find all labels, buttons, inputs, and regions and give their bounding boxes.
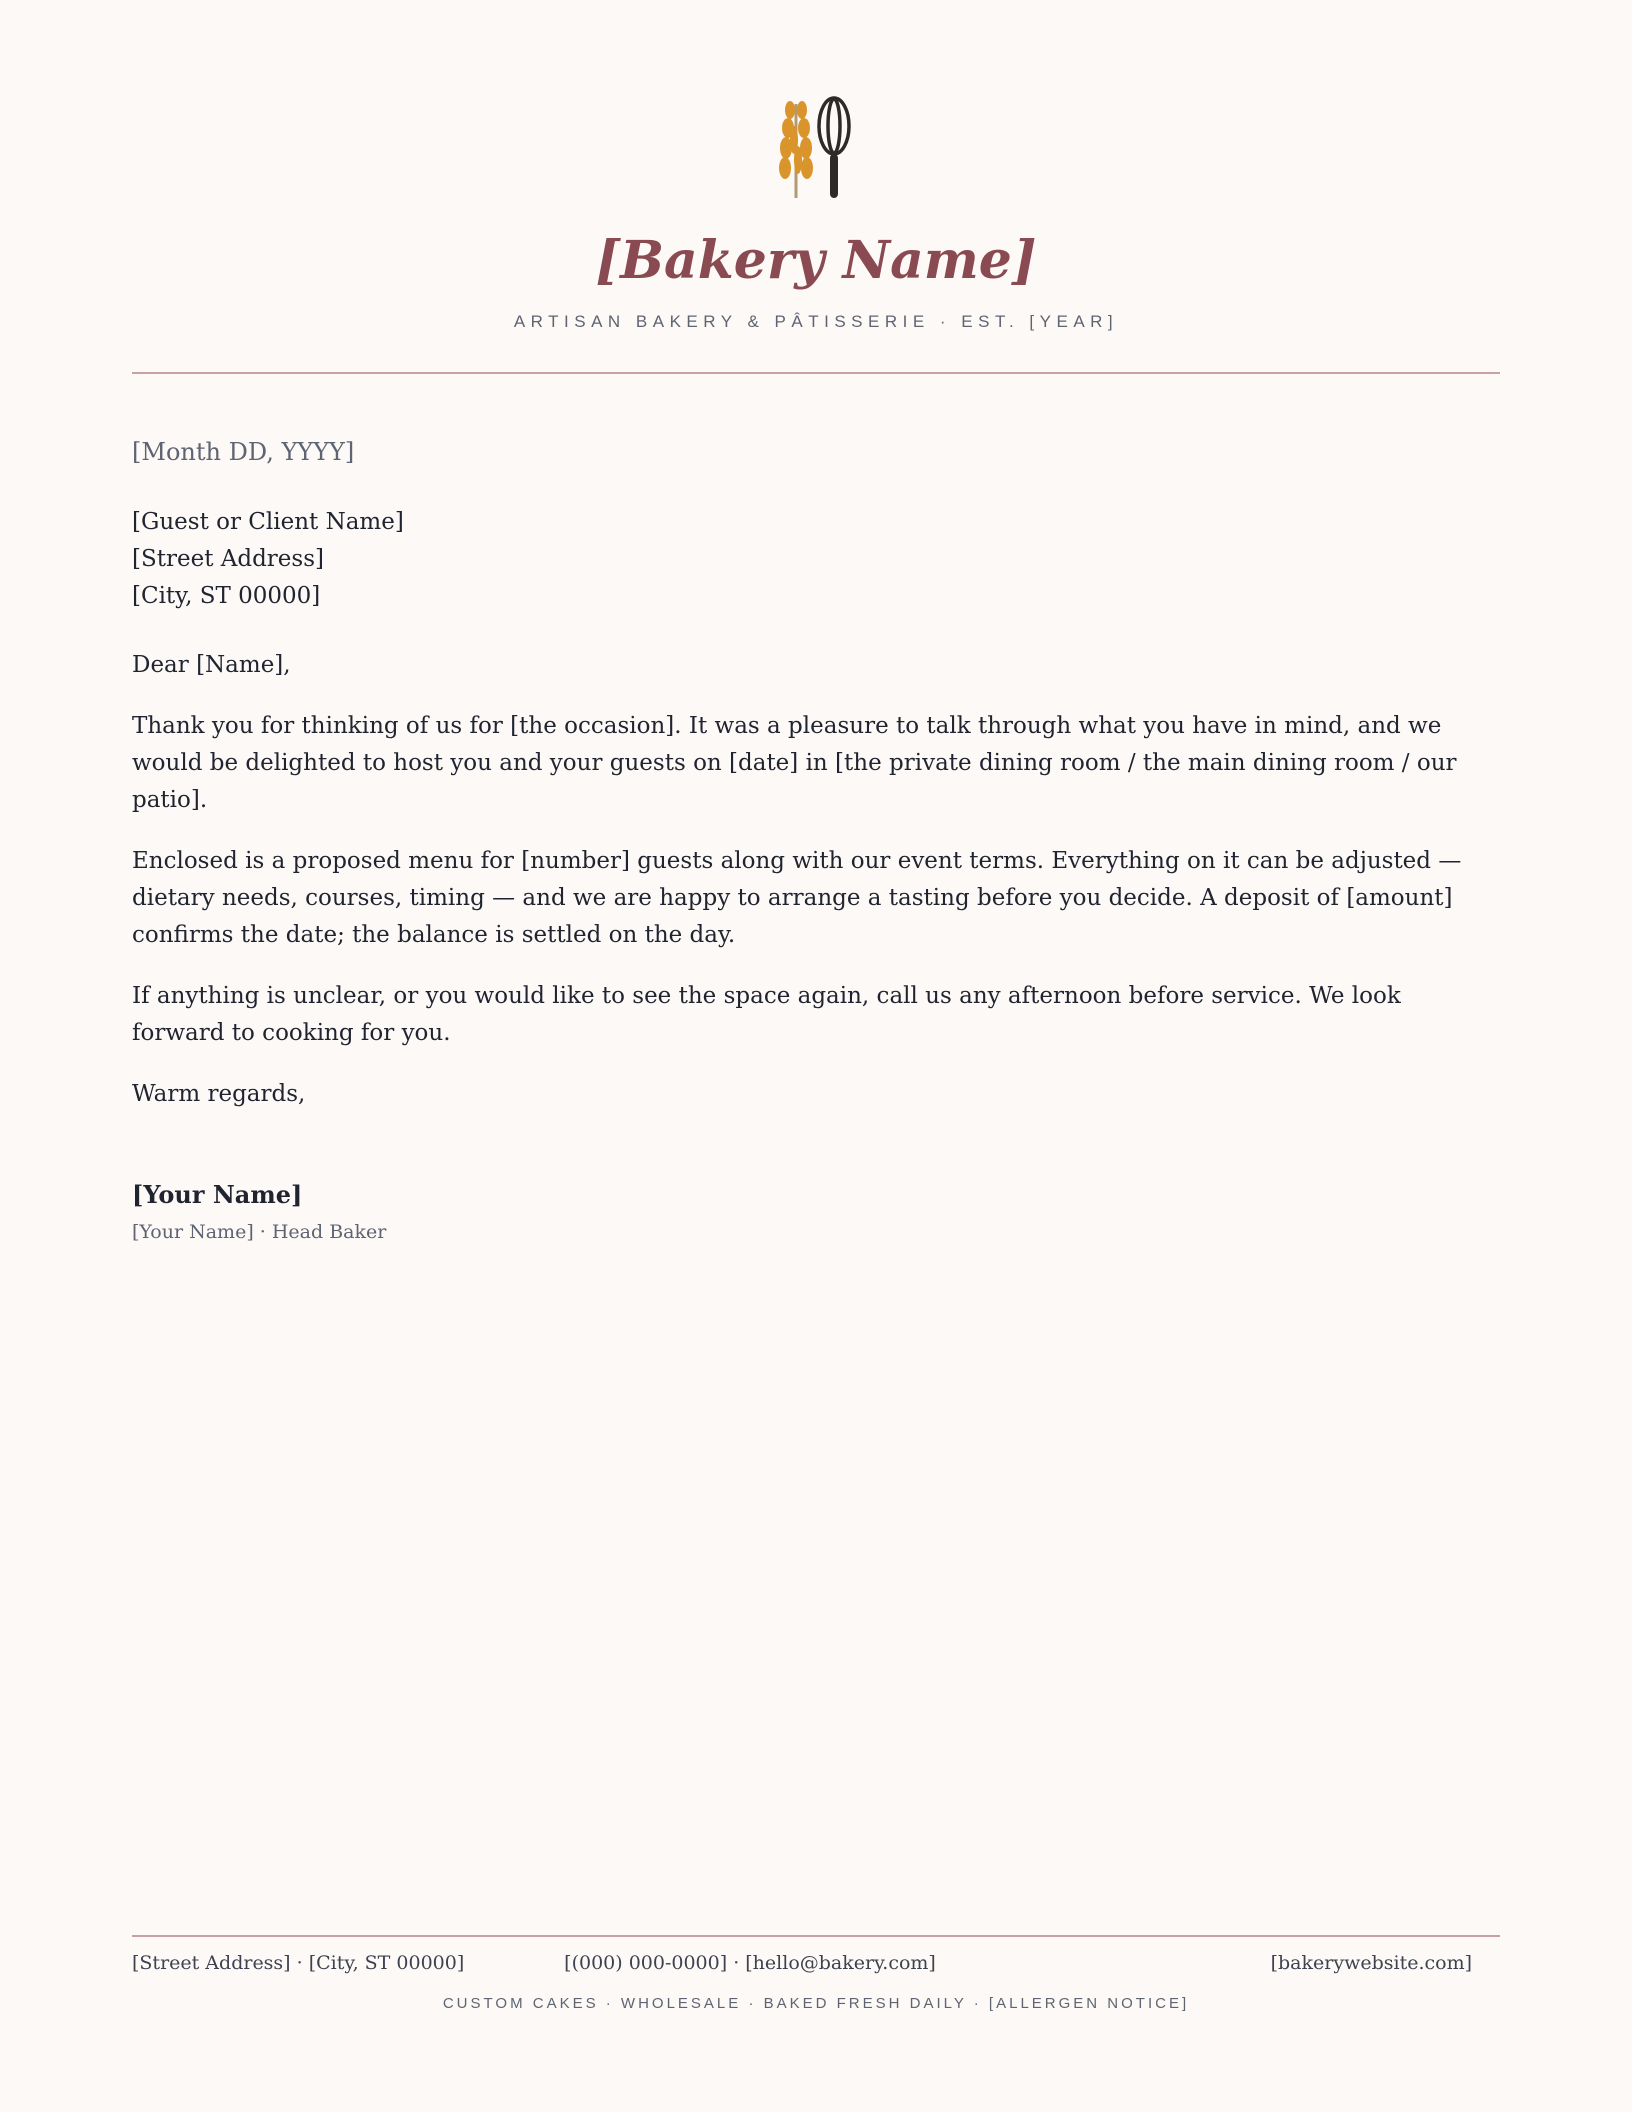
footer-divider <box>132 1935 1500 1937</box>
footer-tagline: CUSTOM CAKES · WHOLESALE · BAKED FRESH DAILY · [ALLERGEN NOTICE] <box>442 1995 1190 2012</box>
letter-body <box>132 432 1500 1247</box>
body-paragraph: If anything is unclear, or you would like to see the space again, call us any afternoon before service. We look forward to cooking for you. <box>132 983 1401 1046</box>
recipient-city: [City, ST 00000] <box>132 583 321 609</box>
signature-name: [Your Name] <box>132 1180 303 1209</box>
recipient-address <box>132 504 1500 615</box>
letter-date: [Month DD, YYYY] <box>132 438 355 466</box>
wheat-and-whisk-icon <box>768 96 864 206</box>
bakery-name: [Bakery Name] <box>595 230 1037 291</box>
signature-title: [Your Name] · Head Baker <box>132 1221 387 1243</box>
body-paragraph: Thank you for thinking of us for [the occasion]. It was a pleasure to talk through what you have in mind, and we would be delighted to host you and your guests on [date] in [the private dining room / the main dining room / our patio]. <box>132 713 1457 813</box>
footer-contact-row <box>132 1952 1500 1984</box>
header-divider <box>132 372 1500 374</box>
footer-website: [bakerywebsite.com] <box>1270 1952 1472 1974</box>
salutation: Dear [Name], <box>132 652 291 678</box>
header-tagline: ARTISAN BAKERY & PÂTISSERIE · EST. [YEAR] <box>513 312 1119 331</box>
body-paragraph: Enclosed is a proposed menu for [number] guests along with our event terms. Everything on it can be adjusted — dietary needs, courses, timing — and we are happy to arrange a tasting before you decide. A deposit of [amount] confirms the date; the balance is settled on the day. <box>132 848 1462 948</box>
recipient-street: [Street Address] <box>132 546 324 572</box>
footer-contact: [(000) 000-0000] · [hello@bakery.com] <box>564 1952 936 1974</box>
closing: Warm regards, <box>132 1081 306 1107</box>
recipient-name: [Guest or Client Name] <box>132 509 404 535</box>
footer-address: [Street Address] · [City, ST 00000] <box>132 1952 465 1974</box>
